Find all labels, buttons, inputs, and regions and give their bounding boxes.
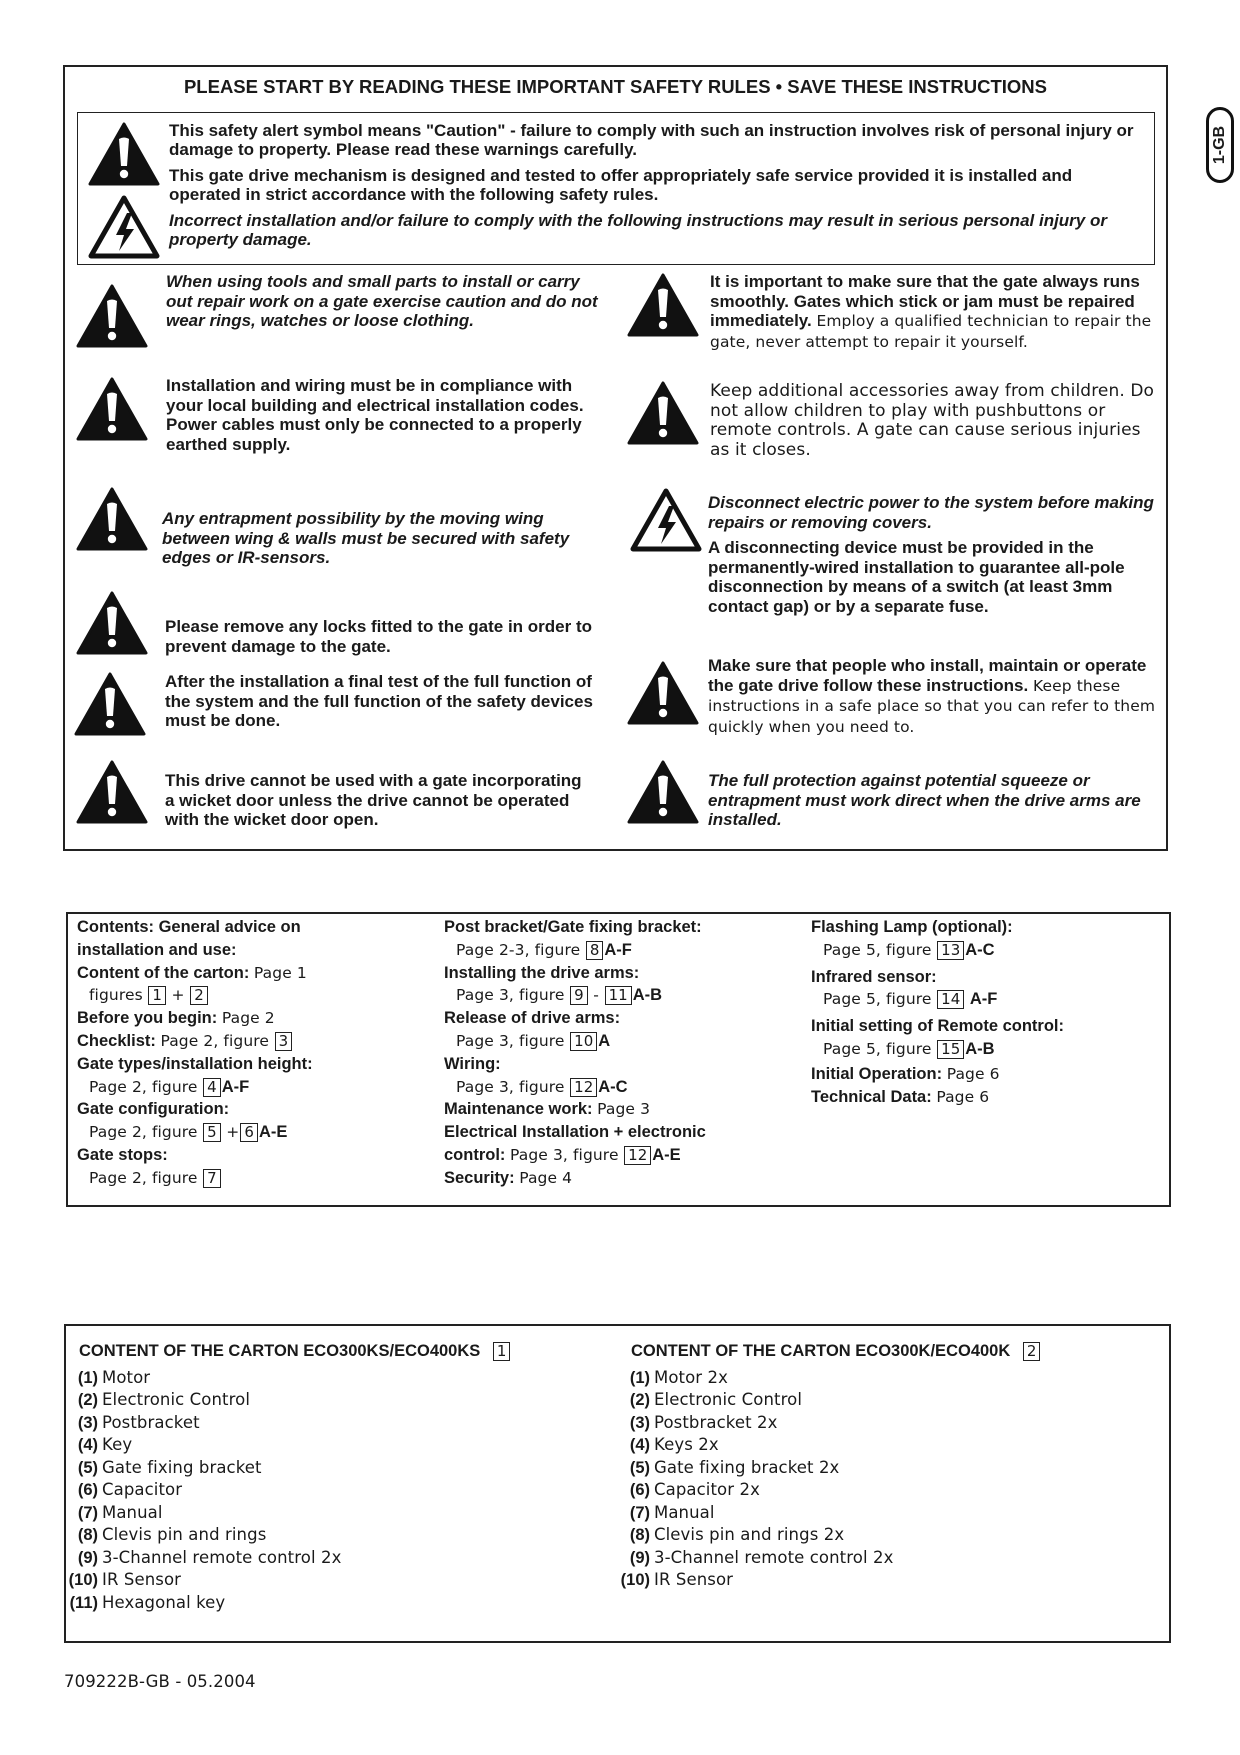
carton-item-number: (6) <box>77 1481 98 1499</box>
toc-label: Checklist: <box>77 1031 156 1050</box>
carton-item-label: Capacitor <box>102 1480 183 1499</box>
toc-page: Page 5, figure <box>823 990 932 1009</box>
toc-label: Content of the carton: <box>77 963 250 982</box>
toc-page: Page 5, figure <box>823 1039 932 1058</box>
tools-warning-text: When using tools and small parts to install or carry out repair work on a gate exercise caution and do not wear rings, watches or loose clothing. <box>166 272 598 330</box>
warning-icon <box>627 272 699 338</box>
figure-ref: 3 <box>275 1032 293 1051</box>
carton-item-number: (2) <box>629 1391 650 1409</box>
figure-range: A-E <box>652 1145 681 1164</box>
carton-item <box>61 1479 511 1502</box>
toc-page: Page 6 <box>936 1087 990 1106</box>
carton-item-number: (5) <box>629 1458 650 1477</box>
carton-item-number: (7) <box>77 1503 98 1522</box>
toc-technical-data-entry[interactable] <box>811 1086 1064 1109</box>
carton-item-number: (7) <box>629 1503 650 1522</box>
carton-item-number: (1) <box>629 1368 650 1387</box>
toc-gate-types[interactable]: Gate types/installation height: <box>77 1054 313 1073</box>
children-warning-text: Keep additional accessories away from children. Do not allow children to play with pushbuttons or remote controls. A gate can cause serious injuries as it closes. <box>710 381 1155 460</box>
carton-item <box>61 1412 511 1435</box>
toc-page: Page 3, figure <box>456 986 565 1005</box>
warning-icon <box>88 121 160 187</box>
toc-gate-stops[interactable]: Gate stops: <box>77 1145 168 1164</box>
toc-checklist-entry[interactable] <box>77 1030 313 1053</box>
figure-range: A-C <box>598 1077 628 1096</box>
electric-shock-warning-icon <box>88 193 160 259</box>
carton-item-label: Motor 2x <box>654 1367 728 1387</box>
contents-column-1 <box>77 916 313 1190</box>
carton-item <box>61 1502 511 1525</box>
final-test-warning-text: After the installation a final test of the full function of the system and the full function of the safety devices must be done. <box>165 672 593 730</box>
figure-ref: 5 <box>203 1123 221 1142</box>
toc-page: Page 5, figure <box>823 940 932 959</box>
toc-page: Page 3, figure <box>510 1145 619 1164</box>
warning-icon <box>74 671 146 737</box>
toc-before-entry[interactable] <box>77 1007 313 1030</box>
figure-range: A-F <box>604 940 632 959</box>
toc-page: Page 6 <box>946 1064 1000 1083</box>
carton-item-label: IR Sensor <box>102 1570 182 1589</box>
smooth-running-warning <box>710 272 1158 352</box>
toc-page: Page 2, figure <box>89 1077 198 1096</box>
contents-column-2 <box>444 916 706 1190</box>
carton-k-title: CONTENT OF THE CARTON ECO300K/ECO400K <box>631 1342 1011 1360</box>
toc-remote-control[interactable]: Initial setting of Remote control: <box>811 1017 1065 1036</box>
toc-label: Initial Operation: <box>811 1064 943 1083</box>
toc-page: Page 2 <box>221 1009 275 1028</box>
figure-ref: 4 <box>203 1078 221 1097</box>
figure-range: A-C <box>965 940 995 959</box>
carton-ks-title: CONTENT OF THE CARTON ECO300KS/ECO400KS <box>79 1342 481 1360</box>
carton-item-number: (1) <box>77 1368 98 1387</box>
language-tag <box>1206 107 1234 183</box>
warning-icon <box>76 376 148 442</box>
carton-item-number: (11) <box>69 1593 98 1612</box>
toc-label: Before you begin: <box>77 1009 218 1028</box>
warning-icon <box>627 660 699 726</box>
toc-general-advice: Contents: General advice on <box>77 918 301 936</box>
toc-gate-configuration[interactable]: Gate configuration: <box>77 1100 230 1119</box>
toc-label: Maintenance work: <box>444 1100 593 1119</box>
toc-plus: + <box>226 1123 240 1142</box>
carton-item <box>61 1389 511 1412</box>
carton-item <box>613 1547 1041 1570</box>
wicket-door-warning-text: This drive cannot be used with a gate incorporating a wicket door unless the drive cannot be operated with the wicket door open. <box>165 771 582 829</box>
toc-security-entry[interactable] <box>444 1167 706 1190</box>
toc-flashing-lamp[interactable]: Flashing Lamp (optional): <box>811 918 1013 936</box>
figure-ref: 8 <box>586 941 604 960</box>
carton-item-label: Keys 2x <box>654 1435 719 1454</box>
toc-figures-word: figures <box>89 986 143 1005</box>
intro-incorrect-installation-text: Incorrect installation and/or failure to comply with the following instructions may result in serious personal injury or property damage. <box>169 211 1107 249</box>
toc-drive-arms[interactable]: Installing the drive arms: <box>444 963 640 982</box>
smooth-running-normal-text: Employ a qualified technician to repair the gate, never attempt to repair it yourself. <box>710 312 1152 351</box>
toc-page: Page 3, figure <box>456 1031 565 1050</box>
figure-ref: 12 <box>624 1146 651 1165</box>
carton-item-number: (2) <box>77 1391 98 1409</box>
warning-icon <box>76 759 148 825</box>
carton-item <box>613 1502 1041 1525</box>
toc-general-advice-cont: installation and use: <box>77 940 237 959</box>
figure-range: A-E <box>258 1123 288 1142</box>
carton-item <box>613 1434 1041 1457</box>
locks-warning-text: Please remove any locks fitted to the gate in order to prevent damage to the gate. <box>165 617 593 656</box>
toc-page: Page 3, figure <box>456 1077 565 1096</box>
carton-item-number: (6) <box>629 1481 650 1499</box>
carton-item <box>61 1569 511 1592</box>
contents-column-3 <box>811 916 1064 1108</box>
toc-carton-entry[interactable] <box>77 962 313 985</box>
figure-range: A-B <box>632 986 663 1005</box>
figure-ref: 2 <box>1023 1342 1041 1361</box>
toc-page: Page 2, figure <box>160 1031 270 1050</box>
electric-shock-warning-icon <box>630 486 702 552</box>
carton-k-heading <box>631 1340 1041 1363</box>
figure-range: A-B <box>965 1039 995 1058</box>
follow-instructions-bold-text: Make sure that people who install, maintain or operate the gate drive follow these instructions. <box>708 656 1147 695</box>
figure-range: A <box>598 1031 611 1050</box>
document-code: 709222B-GB - 05.2004 <box>64 1672 256 1691</box>
figure-ref: 9 <box>570 986 588 1005</box>
carton-item-label: Manual <box>654 1502 715 1522</box>
carton-ks-list <box>68 1340 511 1614</box>
carton-item-number: (4) <box>77 1436 98 1454</box>
squeeze-protection-text: The full protection against potential squeeze or entrapment must work direct when the drive arms are installed. <box>708 771 1141 829</box>
warning-icon <box>76 486 148 552</box>
carton-item-label: Key <box>102 1435 133 1454</box>
carton-item-label: Gate fixing bracket 2x <box>654 1457 840 1477</box>
wiring-warning-text: Installation and wiring must be in compliance with your local building and electrical installation codes. Power cables must only be connected to a properly earthed supply. <box>166 376 584 454</box>
carton-item <box>613 1367 1041 1390</box>
toc-plus: + <box>171 986 185 1005</box>
carton-item-label: 3-Channel remote control 2x <box>102 1547 342 1567</box>
toc-label: control: <box>444 1145 506 1164</box>
warning-icon <box>76 283 148 349</box>
carton-item <box>613 1412 1041 1435</box>
warning-icon <box>76 590 148 656</box>
toc-page: Page 4 <box>519 1168 573 1187</box>
carton-item-label: Electronic Control <box>654 1390 803 1409</box>
carton-item-label: Postbracket <box>102 1412 200 1432</box>
carton-item <box>61 1592 511 1615</box>
carton-item-number: (8) <box>629 1526 650 1544</box>
carton-item-label: Motor <box>102 1367 151 1387</box>
carton-item-number: (5) <box>77 1458 98 1477</box>
toc-wiring[interactable]: Wiring: <box>444 1054 501 1073</box>
toc-label: Technical Data: <box>811 1087 932 1106</box>
figure-ref: 10 <box>570 1032 597 1051</box>
follow-instructions-warning <box>708 656 1158 737</box>
carton-item-label: 3-Channel remote control 2x <box>654 1547 894 1567</box>
figure-ref: 14 <box>937 990 964 1009</box>
figure-ref: 15 <box>937 1040 964 1059</box>
carton-item <box>61 1367 511 1390</box>
figure-ref: 11 <box>605 986 632 1005</box>
carton-item-label: Hexagonal key <box>102 1592 226 1612</box>
carton-item-label: Gate fixing bracket <box>102 1457 262 1477</box>
carton-item-label: Clevis pin and rings 2x <box>654 1525 845 1544</box>
figure-ref: 13 <box>937 941 964 960</box>
carton-item-number: (10) <box>620 1571 650 1589</box>
warning-icon <box>627 759 699 825</box>
toc-label: Security: <box>444 1168 515 1187</box>
toc-dash: - <box>593 986 599 1005</box>
toc-infrared-sensor[interactable]: Infrared sensor: <box>811 967 937 986</box>
toc-electrical-installation[interactable]: Electrical Installation + electronic <box>444 1123 706 1142</box>
carton-k-items <box>613 1367 1041 1592</box>
toc-page: Page 2, figure <box>89 1123 198 1142</box>
carton-item <box>613 1479 1041 1502</box>
figure-ref: 1 <box>148 986 166 1005</box>
carton-item-number: (9) <box>77 1548 98 1567</box>
carton-k-list <box>620 1340 1041 1592</box>
warning-icon <box>627 380 699 446</box>
carton-item-label: Manual <box>102 1502 163 1522</box>
carton-item-number: (3) <box>77 1413 98 1432</box>
carton-item <box>61 1457 511 1480</box>
disconnecting-device-text: A disconnecting device must be provided in the permanently-wired installation to guarantee all-pole disconnection by means of a switch (at least 3mm contact gap) or by a separate fuse. <box>708 538 1125 616</box>
carton-item-number: (4) <box>629 1436 650 1454</box>
toc-post-bracket[interactable]: Post bracket/Gate fixing bracket: <box>444 918 702 936</box>
figure-range: A-F <box>221 1077 250 1096</box>
toc-page: Page 2-3, figure <box>456 940 581 959</box>
toc-maintenance-entry[interactable] <box>444 1098 706 1121</box>
disconnect-power-text: Disconnect electric power to the system before making repairs or removing covers. <box>708 493 1154 532</box>
language-tag-label: 1-GB <box>1211 125 1228 165</box>
figure-ref: 12 <box>570 1078 597 1097</box>
carton-ks-heading <box>79 1340 511 1363</box>
figure-ref: 6 <box>240 1123 258 1142</box>
carton-item <box>61 1434 511 1457</box>
carton-item <box>613 1524 1041 1547</box>
carton-item-label: Electronic Control <box>102 1390 251 1409</box>
carton-item <box>61 1547 511 1570</box>
figure-ref: 2 <box>190 986 208 1005</box>
carton-item <box>613 1457 1041 1480</box>
smooth-running-bold-text: It is important to make sure that the gate always runs smoothly. Gates which stick or jam must be repaired immediately. <box>710 272 1140 330</box>
carton-item-number: (3) <box>629 1413 650 1432</box>
carton-ks-items <box>61 1367 511 1615</box>
carton-item-label: Postbracket 2x <box>654 1412 778 1432</box>
toc-initial-operation-entry[interactable] <box>811 1063 1064 1086</box>
toc-release-arms[interactable]: Release of drive arms: <box>444 1009 621 1028</box>
toc-page: Page 3 <box>597 1100 651 1119</box>
toc-page: Page 1 <box>253 963 307 982</box>
toc-page: Page 2, figure <box>89 1168 198 1187</box>
carton-item-label: Capacitor 2x <box>654 1480 760 1499</box>
intro-caution-text: This safety alert symbol means "Caution" - failure to comply with such an instruction involves risk of personal injury or damage to property. Please read these warnings carefully. <box>169 121 1134 159</box>
carton-item <box>613 1389 1041 1412</box>
carton-item <box>613 1569 1041 1592</box>
safety-heading: PLEASE START BY READING THESE IMPORTANT SAFETY RULES • SAVE THESE INSTRUCTIONS <box>183 76 1048 97</box>
entrapment-warning-text: Any entrapment possibility by the moving wing between wing & walls must be secured with safety edges or IR-sensors. <box>162 509 570 567</box>
carton-item-label: IR Sensor <box>654 1570 734 1589</box>
figure-ref: 1 <box>493 1342 511 1361</box>
figure-ref: 7 <box>203 1169 221 1188</box>
carton-item-number: (9) <box>629 1548 650 1567</box>
carton-item-label: Clevis pin and rings <box>102 1525 267 1544</box>
intro-design-text: This gate drive mechanism is designed and tested to offer appropriately safe service provided it is installed and operated in strict accordance with the following safety rules. <box>169 166 1073 204</box>
carton-item-number: (10) <box>68 1571 98 1589</box>
carton-item <box>61 1524 511 1547</box>
figure-range: A-F <box>969 990 998 1009</box>
follow-instructions-normal-text: Keep these instructions in a safe place so that you can refer to them quickly when you need to. <box>708 676 1156 736</box>
carton-item-number: (8) <box>77 1526 98 1544</box>
